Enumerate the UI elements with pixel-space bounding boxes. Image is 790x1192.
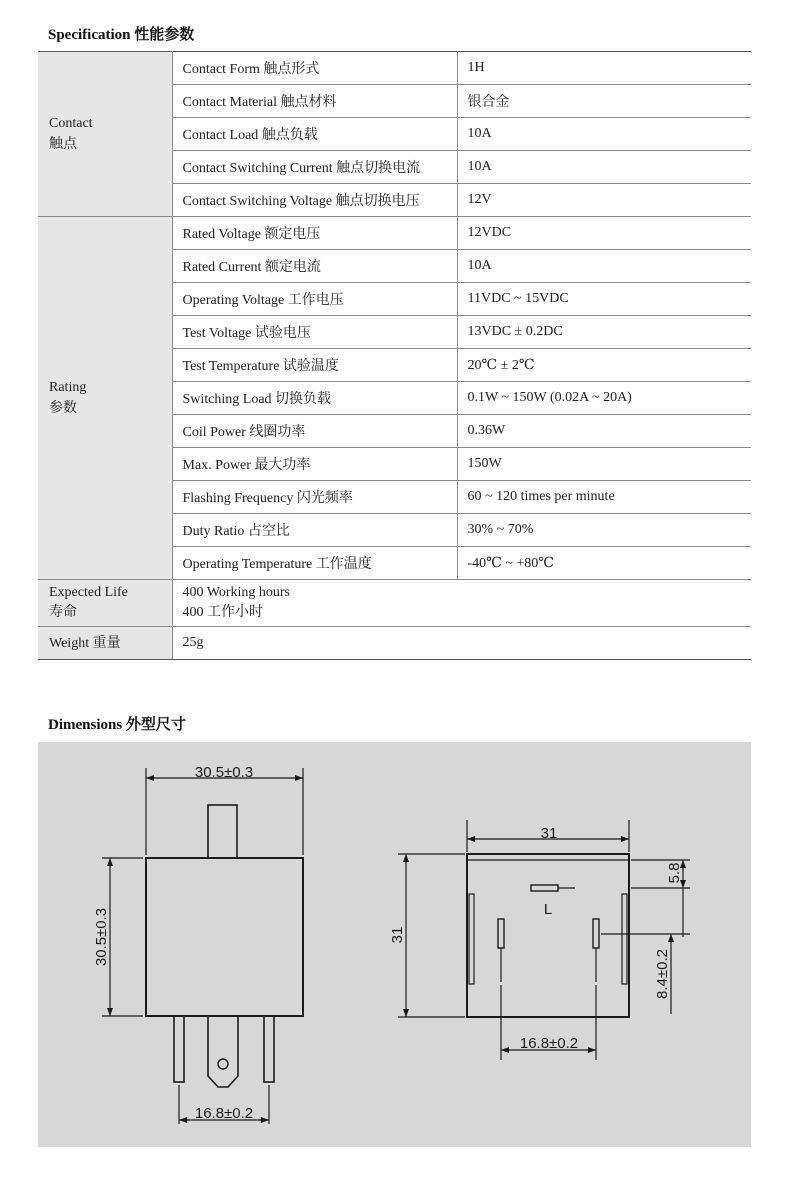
param-name: Switching Load 切换负载 <box>172 382 457 415</box>
front-body <box>146 858 303 1016</box>
group-life-cn: 寿命 <box>49 605 77 620</box>
group-rating-cn: 参数 <box>49 401 77 416</box>
front-view <box>102 768 303 1124</box>
side-pin-l-label: L <box>543 901 553 918</box>
life-hours-cn: 400 工作小时 <box>182 605 263 620</box>
dimensions-panel <box>38 742 751 1147</box>
param-value: 11VDC ~ 15VDC <box>457 283 751 316</box>
side-pin-pitch-label: 16.8±0.2 <box>519 1035 579 1052</box>
param-name: Operating Temperature 工作温度 <box>172 547 457 580</box>
life-hours-en: 400 Working hours <box>182 585 291 600</box>
param-name: Duty Ratio 占空比 <box>172 514 457 547</box>
param-name: Contact Switching Current 触点切换电流 <box>172 151 457 184</box>
front-height-label: 30.5±0.3 <box>93 907 110 967</box>
front-pin-hole <box>218 1059 228 1069</box>
front-width-label: 30.5±0.3 <box>194 764 254 781</box>
dimensions-title: Dimensions 外型尺寸 <box>48 717 186 733</box>
group-rating <box>38 217 172 580</box>
group-contact <box>38 52 172 217</box>
side-top-offset-label: 5.8 <box>666 862 683 884</box>
param-name: Coil Power 线圈功率 <box>172 415 457 448</box>
group-contact-cn: 触点 <box>49 137 77 152</box>
group-contact-en: Contact <box>49 116 93 131</box>
param-value: 10A <box>457 118 751 151</box>
table-row <box>38 217 751 250</box>
table-row <box>38 52 751 85</box>
side-rail-right <box>622 894 627 984</box>
side-pin-l <box>531 885 558 891</box>
front-pin-right <box>264 1016 274 1082</box>
side-view <box>398 820 690 1060</box>
param-name: Rated Current 额定电流 <box>172 250 457 283</box>
param-value: 0.1W ~ 150W (0.02A ~ 20A) <box>457 382 751 415</box>
param-value: -40℃ ~ +80℃ <box>457 547 751 580</box>
param-value: 150W <box>457 448 751 481</box>
arrowheads <box>107 775 686 1123</box>
param-name: Max. Power 最大功率 <box>172 448 457 481</box>
group-expected-life <box>38 580 172 627</box>
param-name: Contact Load 触点负载 <box>172 118 457 151</box>
param-value: 银合金 <box>457 85 751 118</box>
front-top-tab <box>208 805 237 858</box>
param-name: Rated Voltage 额定电压 <box>172 217 457 250</box>
expected-life-value <box>172 580 751 627</box>
group-rating-en: Rating <box>49 380 87 395</box>
side-pin-left <box>498 919 504 948</box>
weight-value: 25g <box>172 627 751 660</box>
table-row-expected-life <box>38 580 751 627</box>
param-value: 30% ~ 70% <box>457 514 751 547</box>
param-value: 60 ~ 120 times per minute <box>457 481 751 514</box>
table-row-weight <box>38 627 751 660</box>
specification-table <box>38 51 751 660</box>
param-name: Contact Form 触点形式 <box>172 52 457 85</box>
specification-title: Specification 性能参数 <box>48 27 195 43</box>
side-pin-right <box>593 919 599 948</box>
param-value: 12V <box>457 184 751 217</box>
side-height-label: 31 <box>389 926 406 944</box>
dimension-drawing <box>38 742 751 1147</box>
param-value: 10A <box>457 151 751 184</box>
param-value: 10A <box>457 250 751 283</box>
group-life-en: Expected Life <box>49 585 128 600</box>
param-name: Test Temperature 试验温度 <box>172 349 457 382</box>
front-pin-pitch-label: 16.8±0.2 <box>194 1105 254 1122</box>
param-value: 12VDC <box>457 217 751 250</box>
param-name: Flashing Frequency 闪光频率 <box>172 481 457 514</box>
param-name: Contact Material 触点材料 <box>172 85 457 118</box>
side-body <box>467 854 629 1017</box>
side-width-label: 31 <box>540 825 558 842</box>
group-weight: Weight 重量 <box>38 627 172 660</box>
param-value: 13VDC ± 0.2DC <box>457 316 751 349</box>
param-value: 20℃ ± 2℃ <box>457 349 751 382</box>
param-name: Test Voltage 试验电压 <box>172 316 457 349</box>
side-rail-left <box>469 894 474 984</box>
side-pin-offset-label: 8.4±0.2 <box>654 949 671 999</box>
param-name: Contact Switching Voltage 触点切换电压 <box>172 184 457 217</box>
param-name: Operating Voltage 工作电压 <box>172 283 457 316</box>
param-value: 0.36W <box>457 415 751 448</box>
front-pin-center <box>208 1016 238 1087</box>
param-value: 1H <box>457 52 751 85</box>
front-pin-left <box>174 1016 184 1082</box>
